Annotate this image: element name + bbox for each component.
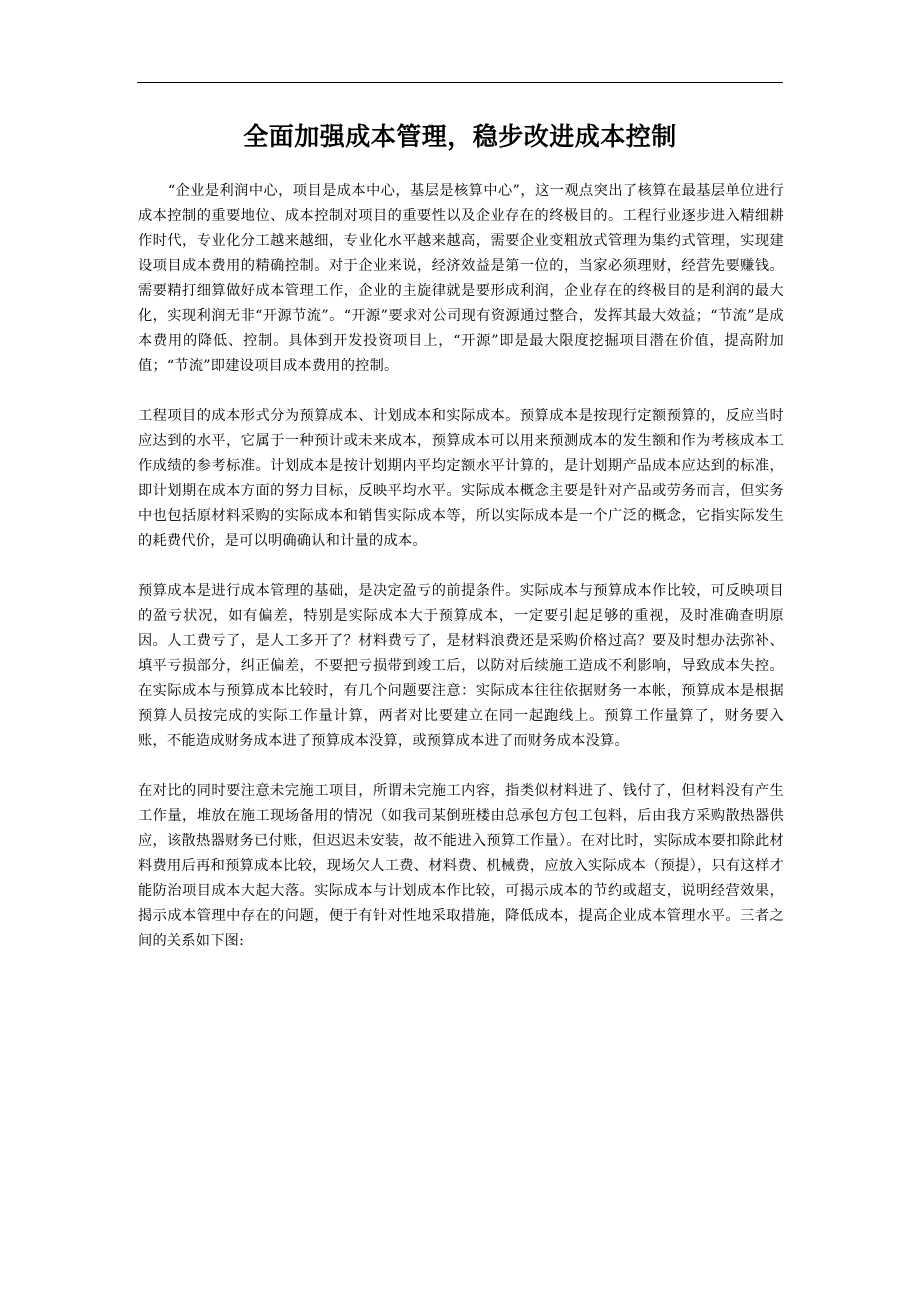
paragraph-2: 工程项目的成本形式分为预算成本、计划成本和实际成本。预算成本是按现行定额预算的，反应当时应达到的水平，它属于一种预计或未来成本，预算成本可以用来预测成本的发生额和作为考核成本工作成绩的参考标准。计划成本是按计划期内平均定额水平计算的，是计划期产品成本应达到的标准，即计划期在成本方面的努力目标，反映平均水平。实际成本概念主要是针对产品或劳务而言，但实务中也包括原材料采购的实际成本和销售实际成本等，所以实际成本是一个广泛的概念，它指实际发生的耗费代价，是可以明确确认和计量的成本。 bbox=[138, 408, 784, 549]
header-rule bbox=[137, 82, 783, 83]
paragraph-3: 预算成本是进行成本管理的基础，是决定盈亏的前提条件。实际成本与预算成本作比较，可反映项目的盈亏状况，如有偏差，特别是实际成本大于预算成本，一定要引起足够的重视，及时准确查明原因。人工费亏了，是人工多开了？材料费亏了，是材料浪费还是采购价格过高？要及时想办法弥补、填平亏损部分，纠正偏差，不要把亏损带到竣工后，以防对后续施工造成不利影响，导致成本失控。在实际成本与预算成本比较时，有几个问题要注意：实际成本往往依据财务一本帐，预算成本是根据预算人员按完成的实际工作量计算，两者对比要建立在同一起跑线上。预算工作量算了，财务要入账，不能造成财务成本进了预算成本没算，或预算成本进了而财务成本没算。 bbox=[138, 583, 784, 749]
document-body bbox=[138, 179, 784, 979]
paragraph-1: “企业是利润中心，项目是成本中心，基层是核算中心”，这一观点突出了核算在最基层单位进行成本控制的重要地位、成本控制对项目的重要性以及企业存在的终极目的。工程行业逐步进入精细耕作时代，专业化分工越来越细，专业化水平越来越高，需要企业变粗放式管理为集约式管理，实现建设项目成本费用的精确控制。对于企业来说，经济效益是第一位的，当家必须理财，经营先要赚钱。需要精打细算做好成本管理工作，企业的主旋律就是要形成利润，企业存在的终极目的是利润的最大化，实现利润无非“开源节流”。“开源”要求对公司现有资源通过整合，发挥其最大效益；“节流”是成本费用的降低、控制。具体到开发投资项目上，“开源”即是最大限度挖掘项目潜在价值，提高附加值；“节流”即建设项目成本费用的控制。 bbox=[138, 183, 784, 374]
paragraph-4: 在对比的同时要注意未完施工项目，所谓未完施工内容，指类似材料进了、钱付了，但材料没有产生工作量，堆放在施工现场备用的情况（如我司某倒班楼由总承包方包工包料，后由我方采购散热器供应，该散热器财务已付账，但迟迟未安装，故不能进入预算工作量）。在对比时，实际成本要扣除此材料费用后再和预算成本比较，现场欠人工费、材料费、机械费，应放入实际成本（预提），只有这样才能防治项目成本大起大落。实际成本与计划成本作比较，可揭示成本的节约或超支，说明经营效果，揭示成本管理中存在的问题，便于有针对性地采取措施，降低成本，提高企业成本管理水平。三者之间的关系如下图: bbox=[138, 783, 784, 949]
document-title: 全面加强成本管理，稳步改进成本控制 bbox=[243, 122, 677, 151]
